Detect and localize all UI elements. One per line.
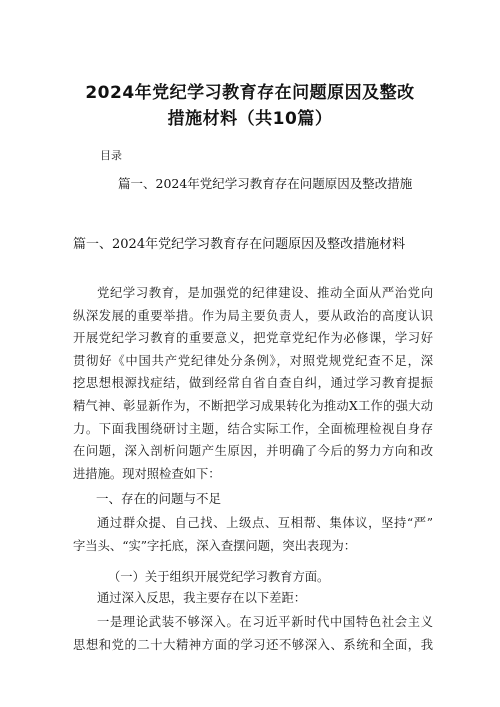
paragraph-line: 精气神、彰显新作为，不断把学习成果转化为推动X工作的强大动: [73, 398, 433, 413]
paragraph-line: 思想和党的二十大精神方面的学习还不够深入、系统和全面，我: [73, 637, 433, 652]
paragraph-line: 贯彻好《中国共产党纪律处分条例》，对照党规党纪查不足，深: [73, 353, 433, 368]
section-heading: 篇一、2024年党纪学习教育存在问题原因及整改措施材料: [73, 237, 406, 252]
paragraph-line: 在问题，深入剖析问题产生原因，并明确了今后的努力方向和改: [73, 444, 433, 459]
paragraph-line: 进措施。现对照检查如下：: [73, 466, 221, 481]
subheading-organization: （一）关于组织开展党纪学习教育方面。: [108, 570, 330, 584]
paragraph-line: 纵深发展的重要举措。作为局主要负责人，要从政治的高度认识: [73, 308, 433, 323]
toc-item: 篇一、2024年党纪学习教育存在问题原因及整改措施: [118, 176, 413, 191]
paragraph-theory: [73, 611, 433, 656]
paragraph-approach: [73, 512, 433, 557]
toc-label: 目录: [100, 149, 122, 162]
paragraph-line: 党纪学习教育，是加强党的纪律建设、推动全面从严治党向: [97, 286, 433, 300]
subheading-problems: 一、存在的问题与不足: [96, 491, 222, 506]
document-title-line-1: 2024年党纪学习教育存在问题原因及整改: [85, 83, 415, 103]
paragraph-line: 开展党纪学习教育的重要意义，把党章党纪作为必修课，学习好: [73, 331, 433, 346]
document-title-line-2: 措施材料（共10篇）: [167, 109, 333, 129]
paragraph-line: 挖思想根源找症结，做到经常自省自查自纠，通过学习教育提振: [73, 376, 433, 391]
intro-paragraph: [73, 282, 433, 485]
paragraph-line: 通过深入反思，我主要存在以下差距：: [97, 591, 307, 605]
paragraph-line: 通过群众提、自己找、上级点、互相帮、集体议，坚持“严”: [97, 516, 433, 530]
paragraph-reflection: [73, 587, 433, 610]
paragraph-line: 一是理论武装不够深入。在习近平新时代中国特色社会主义: [97, 615, 433, 629]
paragraph-line: 字当头、“实”字托底，深入查摆问题，突出表现为：: [73, 538, 357, 553]
paragraph-line: 力。下面我围绕研讨主题，结合实际工作，全面梳理检视自身存: [73, 421, 433, 436]
